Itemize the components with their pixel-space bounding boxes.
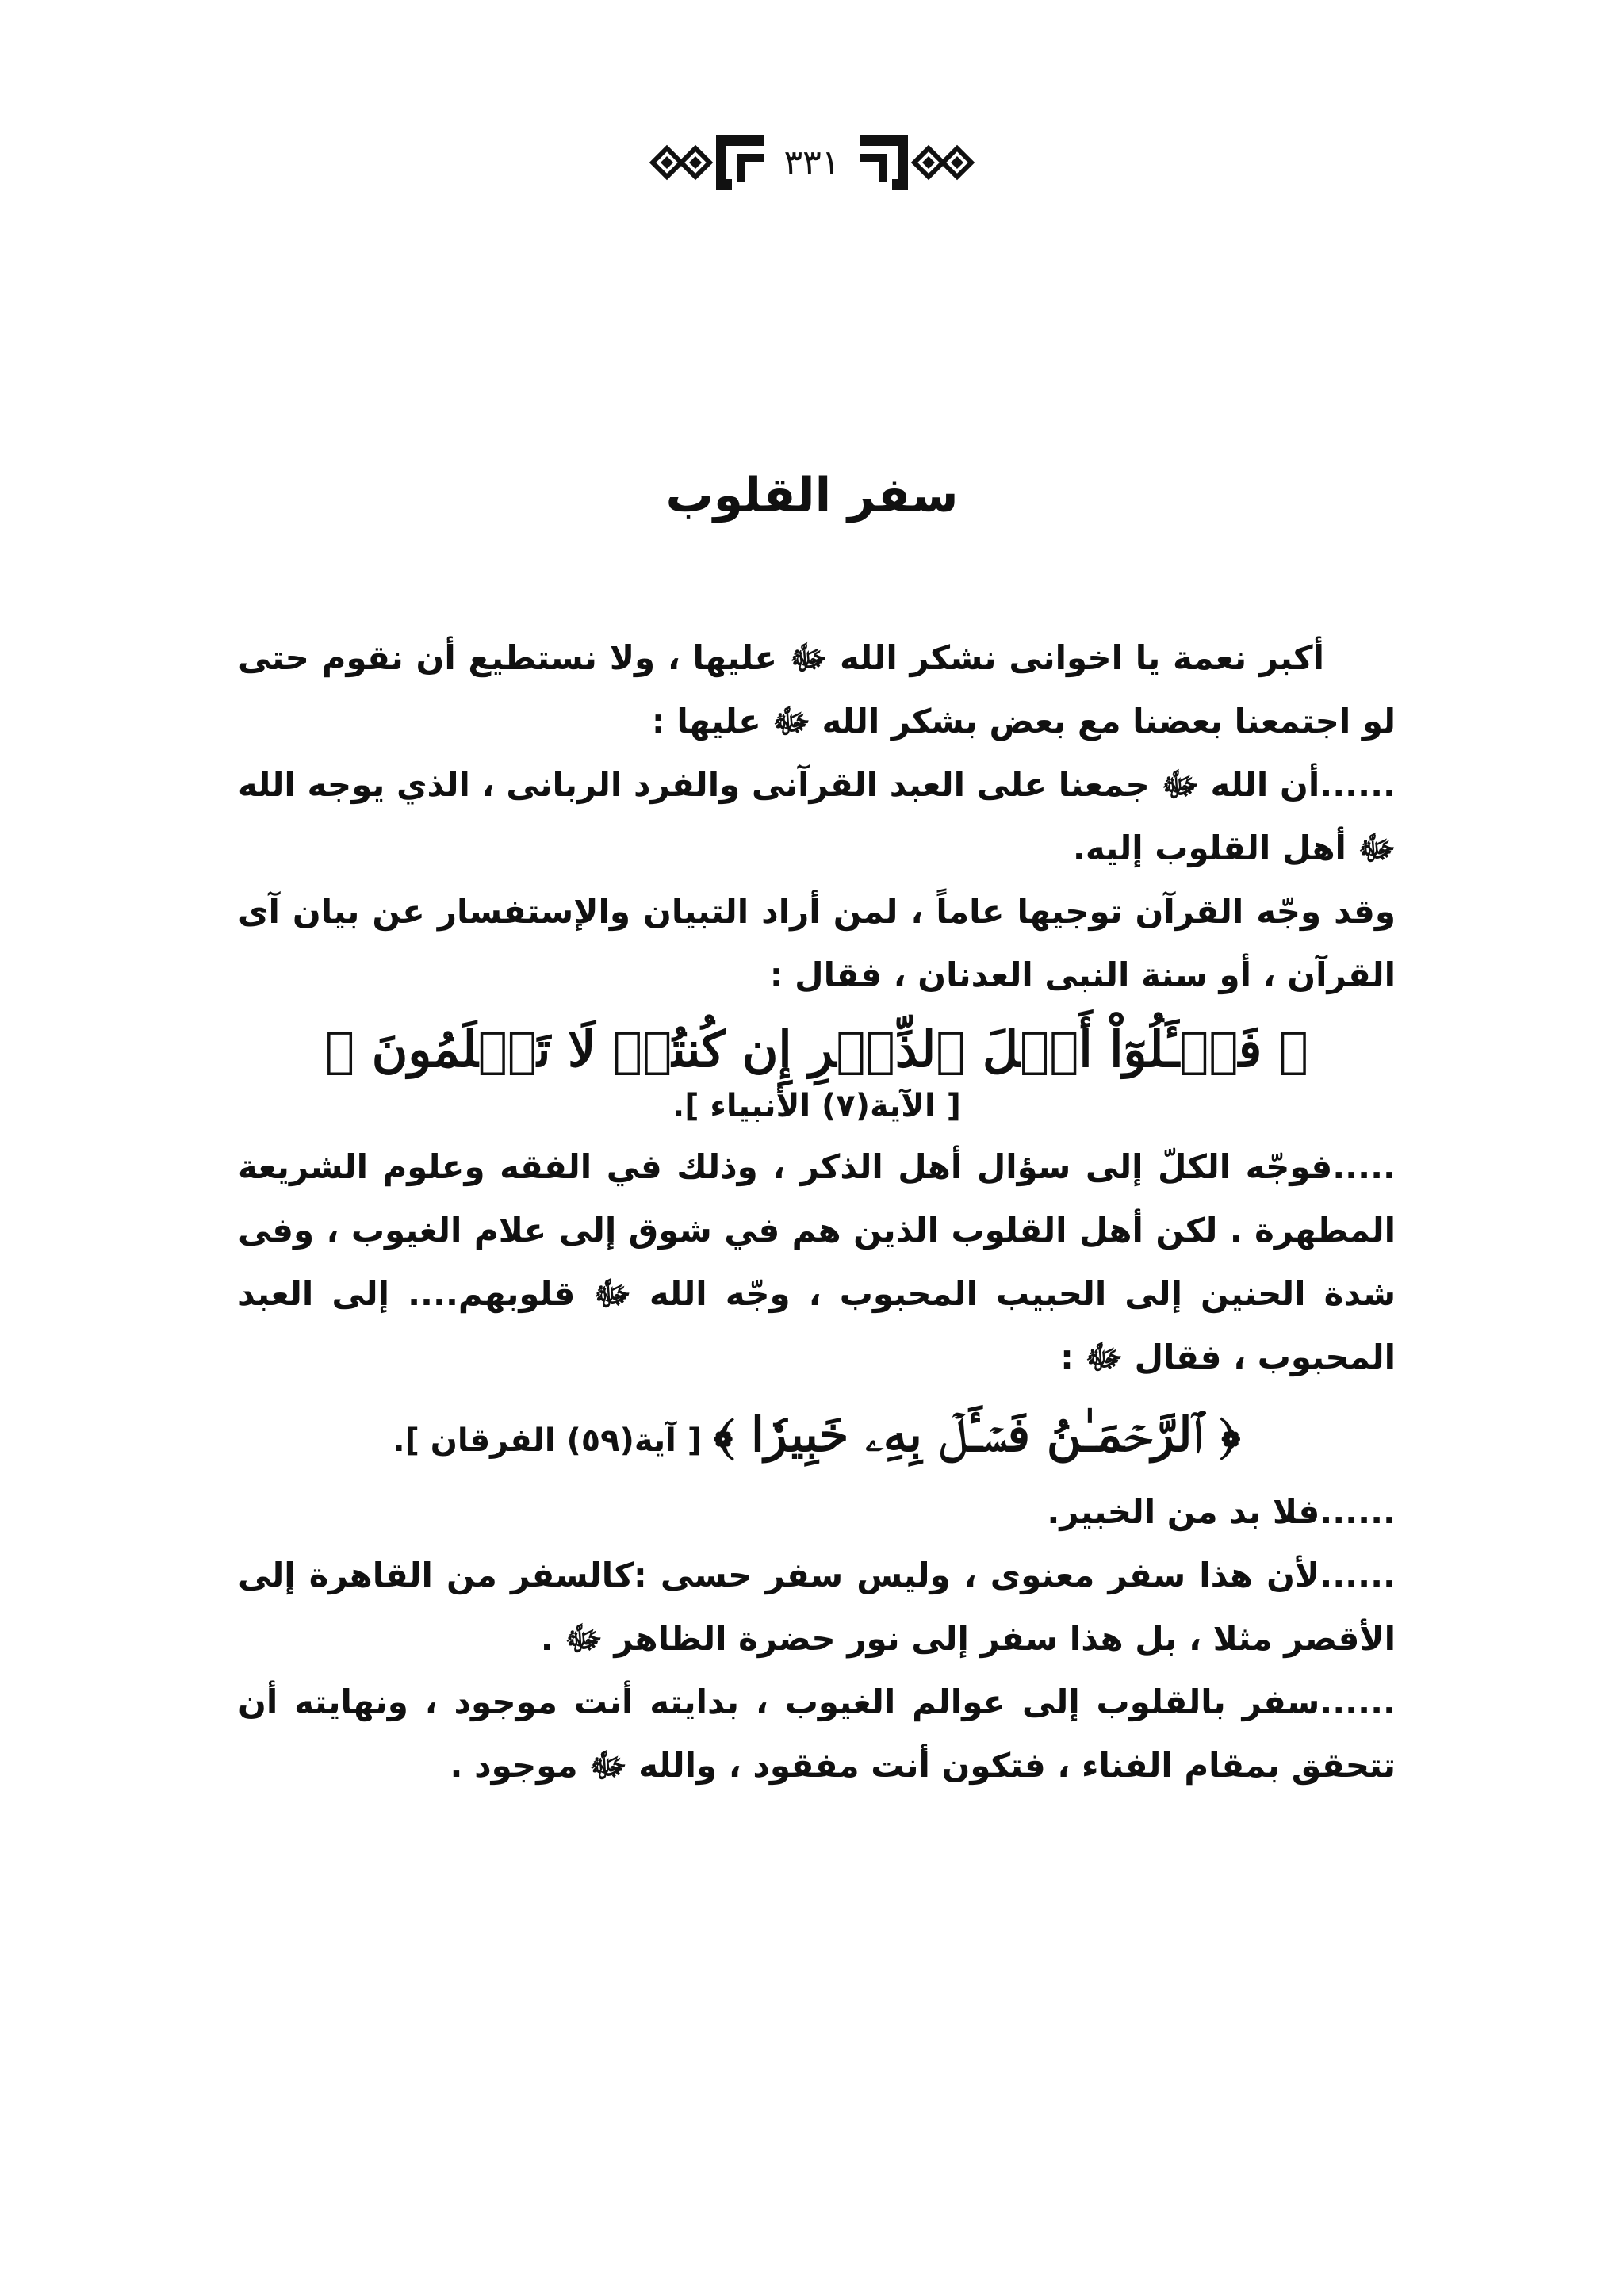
paragraph-2: ......أن الله ﷻ جمعنا على العبد القرآنى والفرد الربانى ، الذي يوجه الله ﷻ أهل القلوب إليه. — [238, 765, 1396, 867]
article-body — [238, 626, 1396, 1797]
page-number: ٣٣١ — [783, 142, 841, 183]
quran-verse-1: ﴿ فَسۡـَٔلُوٓاْ أَهۡلَ ٱلذِّكۡرِ إِن كُنتُمۡ لَا تَعۡلَمُونَ ﴾ — [325, 1020, 1308, 1078]
paragraph-6: ......لأن هذا سفر معنوى ، وليس سفر حسى :كالسفر من القاهرة إلى الأقصر مثلا ، بل هذا سفر إلى نور حضرة الظاهر ﷻ . — [238, 1556, 1396, 1658]
paragraph-3: وقد وجّه القرآن توجيها عاماً ، لمن أراد التبيان والإستفسار عن بيان آى القرآن ، أو سنة النبى العدنان ، فقال : — [238, 892, 1396, 994]
quran-verse-2: ﴿ ٱلرَّحۡمَـٰنُ فَسۡـَٔلۡ بِهِۦ خَبِيرٗا ﴾ — [713, 1407, 1241, 1463]
paragraph-5: ......فلا بد من الخبير. — [1047, 1492, 1396, 1531]
page-number-ornament — [637, 127, 988, 198]
paragraph-4: .....فوجّه الكلّ إلى سؤال أهل الذكر ، وذلك في الفقه وعلوم الشريعة المطهرة . لكن أهل القلوب الذين هم في شوق إلى علام الغيوب ، وفى شدة الحنين إلى الحبيب المحبوب ، وجّه الله ﷻ قلوبهم.... إلى العبد المحبوب ، فقال ﷻ : — [238, 1147, 1396, 1376]
verse-2-line — [238, 1395, 1396, 1480]
ornament-right-icon — [852, 127, 987, 198]
paragraph-1: أكبر نعمة يا اخوانى نشكر الله ﷻ عليها ، ولا نستطيع أن نقوم حتى لو اجتمعنا بعضنا مع بعض بشكر الله ﷻ عليها : — [238, 638, 1396, 741]
ornament-left-icon — [637, 127, 772, 198]
page-header — [0, 111, 1624, 214]
page-title: سفر القلوب — [665, 468, 959, 523]
verse-1-citation: [ الآية(٧) الأنبياء ]. — [672, 1088, 961, 1124]
paragraph-7: ......سفر بالقلوب إلى عوالم الغيوب ، بدايته أنت موجود ، ونهايته أن تتحقق بمقام الفناء ، فتكون أنت مفقود ، والله ﷻ موجود . — [238, 1682, 1396, 1785]
verse-2-citation: [ آية(٥٩) الفرقان ]. — [393, 1422, 703, 1459]
